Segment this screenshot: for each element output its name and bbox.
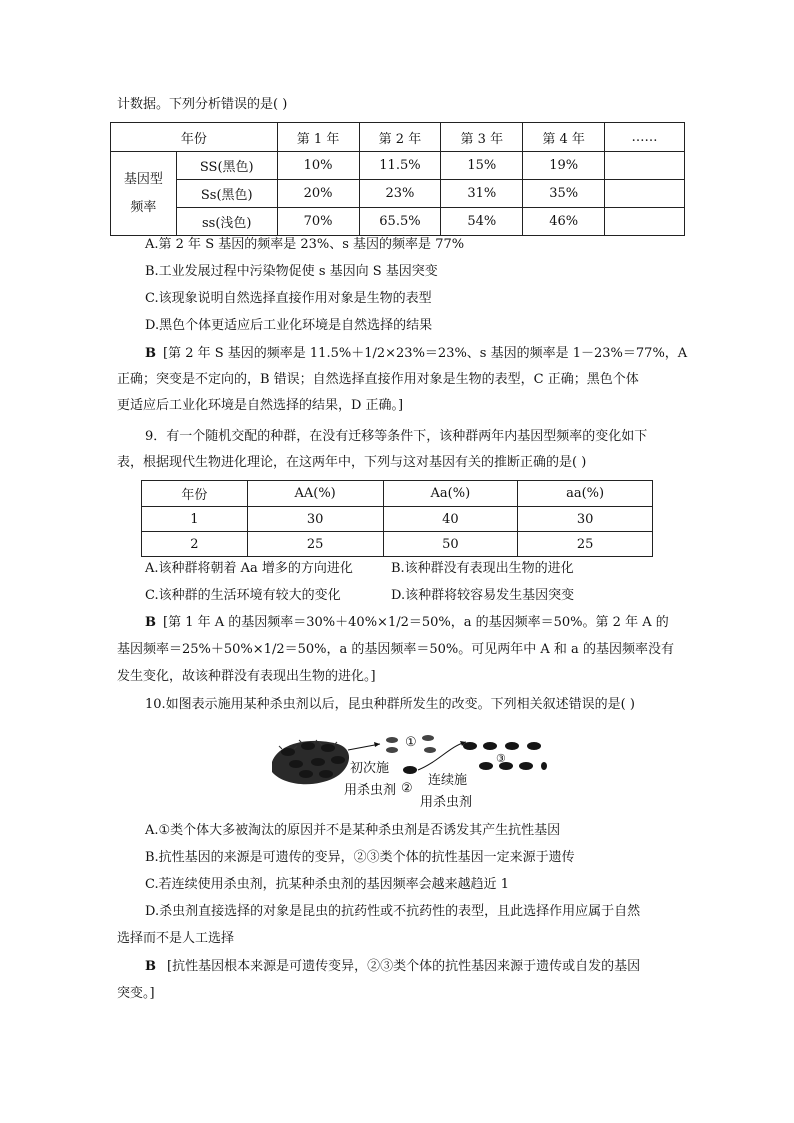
q8-option-a: A.第 2 年 S 基因的频率是 23%、s 基因的频率是 77% — [145, 237, 465, 252]
q10-analysis-line1: [抗性基因根本来源是可遗传变异，②③类个体的抗性基因来源于遗传或自发的基因 — [167, 959, 641, 974]
q8-genotype-table — [110, 122, 685, 236]
q9-stem-line1: 9．有一个随机交配的种群，在没有迁移等条件下，该种群两年内基因型频率的变化如下 — [145, 429, 648, 444]
q8-value-cell — [605, 152, 685, 180]
q8-value-cell: 65.5% — [359, 208, 441, 236]
q8-option-b: B.工业发展过程中污染物促使 s 基因向 S 基因突变 — [145, 264, 438, 279]
q9-header-cell: aa(%) — [518, 481, 653, 507]
q10-answer-letter: B — [145, 959, 156, 974]
q9-option-a: A.该种群将朝着 Aa 增多的方向进化 — [145, 561, 353, 576]
q9-cell: 2 — [142, 532, 248, 557]
q9-cell: 50 — [383, 532, 518, 557]
q9-analysis-line3: 发生变化，故该种群没有表现出生物的进化。] — [117, 669, 376, 684]
q8-value-cell — [605, 208, 685, 236]
arrow-continuous-spray — [418, 742, 466, 770]
q9-cell: 25 — [518, 532, 653, 557]
q8-value-cell: 46% — [523, 208, 605, 236]
q8-year-cell: 第 1 年 — [277, 123, 359, 152]
figure-label-3: ③ — [496, 752, 506, 765]
q8-group-label — [111, 152, 177, 236]
q10-option-d-line2: 选择而不是人工选择 — [117, 931, 235, 946]
q9-cell: 1 — [142, 507, 248, 532]
q8-year-cell: …… — [605, 123, 685, 152]
arrow-first-spray-head — [374, 742, 380, 747]
q8-value-cell: 15% — [441, 152, 523, 180]
q9-option-c: C.该种群的生活环境有较大的变化 — [145, 588, 341, 603]
q8-value-cell — [605, 180, 685, 208]
q10-option-c: C.若连续使用杀虫剂，抗某种杀虫剂的基因频率会越来越趋近 1 — [145, 877, 510, 892]
q10-stem: 10.如图表示施用某种杀虫剂以后，昆虫种群所发生的改变。下列相关叙述错误的是( ) — [145, 697, 635, 712]
q8-year-cell: 第 3 年 — [441, 123, 523, 152]
q10-option-d-line1: D.杀虫剂直接选择的对象是昆虫的抗药性或不抗药性的表型，且此选择作用应属于自然 — [145, 904, 641, 919]
q8-analysis-line1: [第 2 年 S 基因的频率是 11.5%＋1/2×23%＝23%、s 基因的频率是 1－23%＝77%，A — [163, 346, 688, 361]
q9-cell: 25 — [247, 532, 383, 557]
q9-analysis-line1: [第 1 年 A 的基因频率＝30%＋40%×1/2＝50%，a 的基因频率＝50%。第 2 年 A 的 — [163, 615, 669, 630]
q9-genotype-table — [141, 480, 653, 557]
q8-option-d: D.黑色个体更适应后工业化环境是自然选择的结果 — [145, 318, 433, 333]
q9-option-b: B.该种群没有表现出生物的进化 — [391, 561, 574, 576]
q9-cell: 40 — [383, 507, 518, 532]
q8-year-header: 年份 — [111, 123, 278, 152]
figure-continuous-line2: 用杀虫剂 — [420, 795, 473, 810]
q8-analysis-line2: 正确；突变是不定向的，B 错误；自然选择直接作用对象是生物的表型，C 正确；黑色个体 — [117, 372, 639, 387]
q9-header-cell: Aa(%) — [383, 481, 518, 507]
q8-genotype-cell: ss(浅色) — [176, 208, 277, 236]
figure-label-2: ② — [401, 781, 413, 796]
q10-insect-figure — [268, 722, 548, 814]
q8-value-cell: 20% — [277, 180, 359, 208]
figure-label-1: ① — [405, 735, 417, 750]
q8-value-cell: 31% — [441, 180, 523, 208]
q8-value-cell: 23% — [359, 180, 441, 208]
q8-option-c: C.该现象说明自然选择直接作用对象是生物的表型 — [145, 291, 432, 306]
q8-stem-tail: 计数据。下列分析错误的是( ) — [117, 97, 288, 112]
q9-stem-line2: 表，根据现代生物进化理论，在这两年中，下列与这对基因有关的推断正确的是( ) — [117, 455, 587, 470]
q8-group-label-line1: 基因型 — [123, 171, 163, 187]
q8-group-label-line2: 频率 — [130, 199, 157, 215]
figure-first-spray-line2: 用杀虫剂 — [344, 783, 397, 798]
q9-answer-letter: B — [145, 615, 156, 630]
q8-value-cell: 11.5% — [359, 152, 441, 180]
q8-value-cell: 70% — [277, 208, 359, 236]
q9-header-cell: 年份 — [142, 481, 248, 507]
q10-option-a: A.①类个体大多被淘汰的原因并不是某种杀虫剂是否诱发其产生抗性基因 — [145, 823, 561, 838]
figure-continuous-line1: 连续施 — [428, 773, 468, 788]
q9-analysis-line2: 基因频率＝25%＋50%×1/2＝50%，a 的基因频率＝50%。可见两年中 A 和 a 的基因频率没有 — [117, 642, 674, 657]
q10-analysis-line2: 突变。] — [117, 986, 155, 1001]
insect-survivor-2 — [403, 766, 417, 774]
q8-value-cell: 54% — [441, 208, 523, 236]
q9-header-cell: AA(%) — [247, 481, 383, 507]
q8-year-cell: 第 4 年 — [523, 123, 605, 152]
q9-cell: 30 — [518, 507, 653, 532]
q8-value-cell: 10% — [277, 152, 359, 180]
q8-value-cell: 35% — [523, 180, 605, 208]
q8-genotype-cell: Ss(黑色) — [176, 180, 277, 208]
q8-genotype-cell: SS(黑色) — [176, 152, 277, 180]
q8-year-cell: 第 2 年 — [359, 123, 441, 152]
figure-first-spray-line1: 初次施 — [350, 761, 390, 776]
q9-option-d: D.该种群将较容易发生基因突变 — [391, 588, 575, 603]
q8-analysis-line3: 更适应后工业化环境是自然选择的结果，D 正确。] — [117, 398, 404, 413]
q10-option-b: B.抗性基因的来源是可遗传的变异，②③类个体的抗性基因一定来源于遗传 — [145, 850, 575, 865]
q8-value-cell: 19% — [523, 152, 605, 180]
q9-cell: 30 — [247, 507, 383, 532]
q8-answer-letter: B — [145, 346, 156, 361]
